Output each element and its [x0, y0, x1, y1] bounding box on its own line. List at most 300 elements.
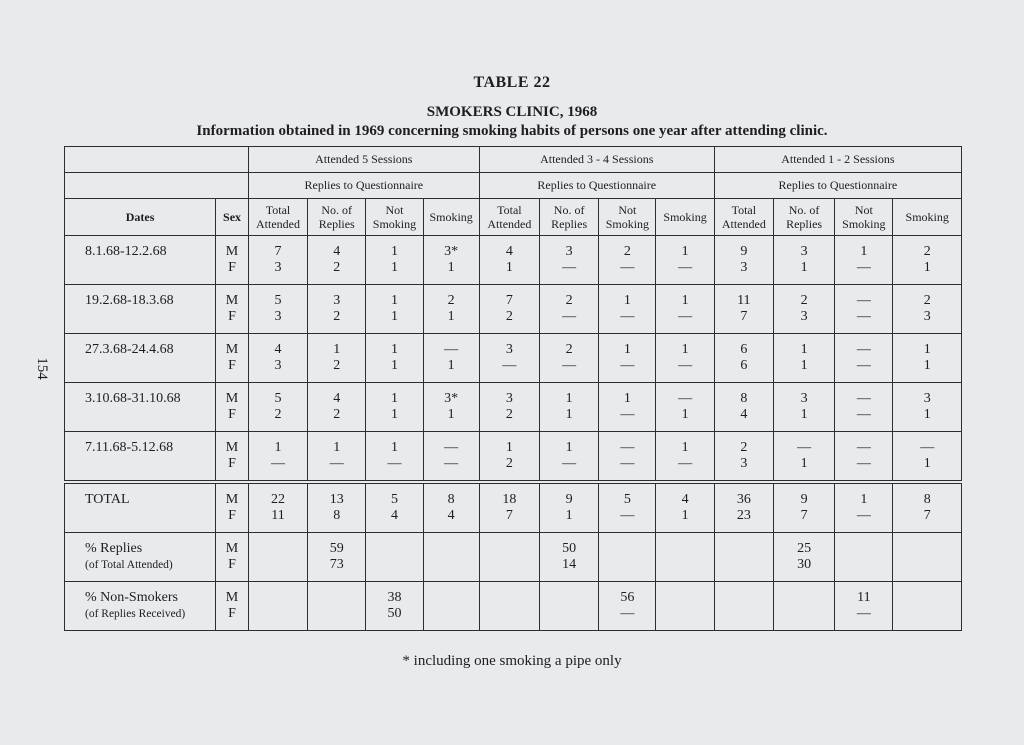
sex-m: M	[225, 293, 239, 308]
table-cell	[599, 432, 656, 483]
table-row	[65, 383, 962, 432]
sex-f: F	[228, 407, 236, 422]
table-cell	[599, 334, 656, 383]
cell-value-f: 1	[923, 407, 931, 422]
replies-subheader: Replies to Questionnaire	[248, 173, 479, 199]
cell-value-f: 1	[447, 407, 455, 422]
cell-value-m: 1	[274, 440, 282, 455]
cell-value-f: 3	[274, 309, 282, 324]
table-cell	[248, 582, 307, 631]
cell-value-m: 2	[923, 244, 931, 259]
pct-value-m: 50	[562, 541, 577, 556]
blank-header-cell	[65, 147, 249, 173]
sex-f: F	[228, 557, 236, 572]
cell-value-f: 1	[505, 260, 513, 275]
cell-value-m: —	[444, 440, 459, 455]
cell-value-m: 2	[565, 342, 573, 357]
cell-value-m: 1	[681, 342, 689, 357]
cell-value-f: —	[502, 358, 517, 373]
sex-cell	[216, 285, 249, 334]
cell-value-f: —	[620, 407, 635, 422]
cell-value-m: 5	[274, 293, 282, 308]
cell-value-f: —	[271, 456, 285, 471]
column-header-smoking: Smoking	[656, 199, 714, 236]
pct-nonsmokers-row	[65, 582, 962, 631]
cell-value-m: —	[856, 391, 871, 406]
cell-value-f: —	[678, 309, 693, 324]
sex-m: M	[225, 244, 239, 259]
table-cell	[308, 285, 366, 334]
page-number: 154	[33, 357, 50, 380]
table-cell	[479, 533, 539, 582]
table-row	[65, 334, 962, 383]
cell-value-m: 1	[623, 342, 631, 357]
table-cell	[366, 236, 423, 285]
cell-value-m: 3	[800, 244, 808, 259]
cell-value-f: 1	[800, 456, 808, 471]
cell-value-f: 1	[390, 309, 398, 324]
cell-value-f: —	[329, 456, 344, 471]
pct-value-f: 14	[562, 557, 577, 572]
cell-value-f: 1	[447, 309, 455, 324]
table-cell	[540, 432, 599, 483]
cell-value-m: 7	[505, 293, 513, 308]
column-header-smoking: Smoking	[893, 199, 962, 236]
cell-value-m: 3	[505, 391, 513, 406]
pct-value-f: 73	[329, 557, 344, 572]
column-header-dates: Dates	[65, 199, 216, 236]
column-header-no-of-replies: No. of Replies	[773, 199, 834, 236]
pct-value-f: 50	[387, 606, 402, 621]
cell-value-f: 1	[447, 260, 455, 275]
cell-value-f: 7	[740, 309, 748, 324]
cell-value-m: 2	[923, 293, 931, 308]
table-cell	[423, 533, 479, 582]
cell-value-m: 1	[623, 293, 631, 308]
row-label-text: 8.1.68-12.2.68	[85, 244, 167, 259]
cell-value-f: —	[856, 260, 871, 275]
table-cell	[714, 533, 773, 582]
cell-value-m: —	[620, 440, 635, 455]
column-header-no-of-replies: No. of Replies	[540, 199, 599, 236]
sex-m: M	[225, 590, 239, 605]
table-cell	[366, 285, 423, 334]
cell-value-f: 1	[390, 358, 398, 373]
table-cell	[714, 582, 773, 631]
cell-value-f: 1	[923, 358, 931, 373]
table-cell	[835, 236, 893, 285]
pct-value-m: 59	[329, 541, 344, 556]
cell-value-m: 3	[333, 293, 341, 308]
cell-value-f: 1	[923, 456, 931, 471]
table-cell	[366, 334, 423, 383]
cell-value-m: 5	[623, 492, 631, 507]
table-cell	[835, 582, 893, 631]
table-cell	[893, 236, 962, 285]
cell-value-f: 2	[333, 358, 341, 373]
cell-value-m: 1	[390, 440, 398, 455]
table-caption: Information obtained in 1969 concerning smoking habits of persons one year after attending clinic.	[196, 123, 828, 139]
row-label	[65, 285, 216, 334]
cell-value-m: 4	[333, 244, 341, 259]
row-label	[65, 334, 216, 383]
group-header-1-2-sessions: Attended 1 - 2 Sessions	[714, 147, 961, 173]
table-cell	[773, 432, 834, 483]
cell-value-f: —	[678, 456, 693, 471]
table-cell	[308, 582, 366, 631]
column-header-smoking: Smoking	[423, 199, 479, 236]
table-cell	[893, 582, 962, 631]
table-cell	[540, 533, 599, 582]
cell-value-f: 2	[333, 309, 341, 324]
column-header-total-attended: Total Attended	[714, 199, 773, 236]
cell-value-m: 1	[565, 440, 573, 455]
table-cell	[479, 334, 539, 383]
table-cell	[248, 285, 307, 334]
table-cell	[893, 285, 962, 334]
pct-value-m: 25	[797, 541, 812, 556]
sex-f: F	[228, 456, 236, 471]
cell-value-f: 4	[447, 508, 455, 523]
cell-value-m: 13	[329, 492, 344, 507]
sex-cell	[216, 582, 249, 631]
table-cell	[366, 533, 423, 582]
pct-value-f: —	[856, 606, 871, 621]
cell-value-f: —	[620, 456, 635, 471]
cell-value-f: 3	[923, 309, 931, 324]
cell-value-f: —	[856, 407, 871, 422]
cell-value-f: —	[562, 456, 577, 471]
cell-value-m: 3	[800, 391, 808, 406]
table-cell	[423, 432, 479, 483]
cell-value-m: 3	[505, 342, 513, 357]
table-cell	[835, 285, 893, 334]
cell-value-m: 5	[274, 391, 282, 406]
cell-value-f: 1	[447, 358, 455, 373]
cell-value-m: 2	[565, 293, 573, 308]
table-cell	[714, 236, 773, 285]
cell-value-m: —	[797, 440, 812, 455]
table-cell	[599, 533, 656, 582]
cell-value-f: 7	[505, 508, 513, 523]
table-cell	[773, 482, 834, 533]
table-cell	[248, 432, 307, 483]
cell-value-m: 2	[447, 293, 455, 308]
cell-value-m: 1	[681, 440, 689, 455]
cell-value-f: —	[387, 456, 402, 471]
group-header-3-4-sessions: Attended 3 - 4 Sessions	[479, 147, 714, 173]
cell-value-m: 36	[736, 492, 751, 507]
cell-value-f: —	[444, 456, 459, 471]
cell-value-f: 1	[923, 260, 931, 275]
row-label-text: 27.3.68-24.4.68	[85, 342, 174, 357]
table-cell	[308, 482, 366, 533]
table-cell	[248, 533, 307, 582]
table-cell	[835, 334, 893, 383]
cell-value-m: 3	[923, 391, 931, 406]
cell-value-f: 23	[736, 508, 751, 523]
cell-value-f: —	[562, 309, 577, 324]
cell-value-f: 1	[681, 407, 689, 422]
cell-value-m: 8	[447, 492, 455, 507]
row-label	[65, 533, 216, 582]
total-row	[65, 482, 962, 533]
sex-m: M	[225, 492, 239, 507]
cell-value-m: 7	[274, 244, 282, 259]
cell-value-f: 7	[923, 508, 931, 523]
row-label-text: TOTAL	[85, 492, 130, 507]
cell-value-m: 4	[274, 342, 282, 357]
cell-value-f: 6	[740, 358, 748, 373]
cell-value-f: 2	[333, 260, 341, 275]
cell-value-f: 3	[274, 358, 282, 373]
table-cell	[656, 482, 714, 533]
row-label	[65, 383, 216, 432]
cell-value-f: —	[856, 508, 871, 523]
sex-f: F	[228, 309, 236, 324]
table-cell	[423, 334, 479, 383]
cell-value-m: 4	[505, 244, 513, 259]
cell-value-m: 2	[740, 440, 748, 455]
table-cell	[599, 482, 656, 533]
column-header-not-smoking: Not Smoking	[599, 199, 656, 236]
cell-value-m: 1	[390, 342, 398, 357]
cell-value-f: 3	[740, 456, 748, 471]
cell-value-f: 3	[800, 309, 808, 324]
table-cell	[540, 285, 599, 334]
table-cell	[773, 334, 834, 383]
cell-value-f: 1	[681, 508, 689, 523]
cell-value-m: 2	[800, 293, 808, 308]
pct-value-f: 30	[797, 557, 812, 572]
cell-value-f: 8	[333, 508, 341, 523]
cell-value-m: —	[856, 440, 871, 455]
row-label	[65, 236, 216, 285]
table-row	[65, 432, 962, 483]
table-cell	[248, 482, 307, 533]
sex-cell	[216, 334, 249, 383]
row-label-text: % Replies	[85, 541, 143, 556]
table-cell	[423, 285, 479, 334]
table-cell	[366, 482, 423, 533]
sex-f: F	[228, 606, 236, 621]
pct-value-m: 11	[857, 590, 871, 605]
cell-value-m: 1	[800, 342, 808, 357]
pct-value-f: —	[620, 606, 635, 621]
table-cell	[656, 533, 714, 582]
cell-value-m: 1	[623, 391, 631, 406]
table-cell	[366, 432, 423, 483]
table-cell	[893, 432, 962, 483]
table-cell	[479, 482, 539, 533]
cell-value-m: 1	[681, 244, 689, 259]
table-cell	[656, 383, 714, 432]
table-cell	[308, 334, 366, 383]
table-title: SMOKERS CLINIC, 1968	[426, 104, 598, 120]
column-header-total-attended: Total Attended	[479, 199, 539, 236]
blank-header-cell	[65, 173, 249, 199]
pct-replies-row	[65, 533, 962, 582]
cell-value-f: —	[856, 456, 871, 471]
cell-value-f: —	[678, 260, 693, 275]
cell-value-f: 3	[274, 260, 282, 275]
table-cell	[540, 582, 599, 631]
sex-cell	[216, 533, 249, 582]
table-cell	[248, 334, 307, 383]
table-cell	[599, 383, 656, 432]
cell-value-f: 1	[800, 407, 808, 422]
sex-m: M	[225, 541, 239, 556]
sex-f: F	[228, 508, 236, 523]
cell-value-f: —	[620, 260, 635, 275]
cell-value-f: —	[620, 358, 635, 373]
cell-value-f: 11	[271, 508, 285, 523]
cell-value-f: 2	[505, 456, 513, 471]
cell-value-f: —	[562, 260, 577, 275]
row-label-text: 3.10.68-31.10.68	[85, 391, 181, 406]
table-cell	[773, 582, 834, 631]
row-sublabel-text: (of Replies Received)	[85, 608, 186, 620]
table-cell	[714, 285, 773, 334]
table-cell	[366, 582, 423, 631]
footnote: * including one smoking a pipe only	[402, 653, 622, 669]
cell-value-m: 3	[565, 244, 573, 259]
column-header-sex: Sex	[216, 199, 249, 236]
cell-value-f: 2	[505, 407, 513, 422]
table-cell	[248, 236, 307, 285]
column-header-not-smoking: Not Smoking	[366, 199, 423, 236]
cell-value-f: —	[856, 309, 871, 324]
row-label	[65, 582, 216, 631]
cell-value-m: 3*	[444, 244, 459, 259]
sex-m: M	[225, 342, 239, 357]
table-cell	[835, 533, 893, 582]
table-cell	[893, 482, 962, 533]
table-cell	[835, 482, 893, 533]
table-cell	[308, 236, 366, 285]
table-cell	[773, 236, 834, 285]
table-cell	[479, 383, 539, 432]
table-cell	[423, 236, 479, 285]
group-header-5-sessions: Attended 5 Sessions	[248, 147, 479, 173]
group-header-row	[65, 147, 962, 173]
cell-value-f: —	[856, 358, 871, 373]
table-cell	[479, 582, 539, 631]
replies-subheader: Replies to Questionnaire	[479, 173, 714, 199]
cell-value-m: 1	[333, 342, 341, 357]
table-cell	[479, 432, 539, 483]
table-cell	[893, 533, 962, 582]
cell-value-m: 8	[923, 492, 931, 507]
replies-subheader: Replies to Questionnaire	[714, 173, 961, 199]
cell-value-m: 1	[333, 440, 341, 455]
table-cell	[540, 482, 599, 533]
cell-value-m: —	[920, 440, 935, 455]
sex-m: M	[225, 440, 239, 455]
table-cell	[835, 383, 893, 432]
table-cell	[656, 236, 714, 285]
cell-value-f: —	[620, 309, 635, 324]
cell-value-f: 1	[390, 260, 398, 275]
cell-value-m: 5	[390, 492, 398, 507]
cell-value-m: 1	[390, 244, 398, 259]
cell-value-m: 1	[681, 293, 689, 308]
table-cell	[656, 334, 714, 383]
cell-value-m: 1	[390, 293, 398, 308]
cell-value-m: 9	[740, 244, 748, 259]
cell-value-f: 2	[505, 309, 513, 324]
table-cell	[835, 432, 893, 483]
table-cell	[479, 285, 539, 334]
sex-cell	[216, 482, 249, 533]
cell-value-f: 1	[390, 407, 398, 422]
table-cell	[540, 236, 599, 285]
cell-value-m: 9	[565, 492, 573, 507]
subheader-row	[65, 173, 962, 199]
sex-cell	[216, 383, 249, 432]
cell-value-f: 1	[565, 407, 573, 422]
cell-value-f: —	[678, 358, 693, 373]
table-cell	[656, 432, 714, 483]
cell-value-m: 18	[502, 492, 517, 507]
table-cell	[599, 582, 656, 631]
sex-cell	[216, 432, 249, 483]
table-row	[65, 236, 962, 285]
column-header-not-smoking: Not Smoking	[835, 199, 893, 236]
table-cell	[599, 236, 656, 285]
column-header-total-attended: Total Attended	[248, 199, 307, 236]
table-cell	[308, 383, 366, 432]
cell-value-m: 4	[333, 391, 341, 406]
table-cell	[248, 383, 307, 432]
table-number: TABLE 22	[473, 74, 551, 91]
table-cell	[714, 383, 773, 432]
cell-value-f: 2	[333, 407, 341, 422]
sex-f: F	[228, 260, 236, 275]
cell-value-m: —	[444, 342, 459, 357]
table-cell	[656, 285, 714, 334]
cell-value-m: 22	[271, 492, 285, 507]
cell-value-m: 4	[681, 492, 689, 507]
cell-value-m: —	[856, 342, 871, 357]
table-body	[65, 236, 962, 631]
column-header-no-of-replies: No. of Replies	[308, 199, 366, 236]
cell-value-f: 1	[800, 260, 808, 275]
cell-value-m: 1	[390, 391, 398, 406]
table-cell	[599, 285, 656, 334]
table-cell	[479, 236, 539, 285]
table-cell	[714, 482, 773, 533]
cell-value-f: 4	[390, 508, 398, 523]
row-label-text: 19.2.68-18.3.68	[85, 293, 174, 308]
smokers-clinic-table	[64, 146, 962, 631]
sex-m: M	[225, 391, 239, 406]
table-cell	[366, 383, 423, 432]
table-cell	[773, 383, 834, 432]
row-label	[65, 432, 216, 483]
table-cell	[893, 383, 962, 432]
table-cell	[423, 482, 479, 533]
cell-value-f: 1	[565, 508, 573, 523]
cell-value-f: 2	[274, 407, 282, 422]
table-cell	[423, 582, 479, 631]
cell-value-m: 2	[623, 244, 631, 259]
cell-value-m: 3*	[444, 391, 459, 406]
table-cell	[656, 582, 714, 631]
pct-value-m: 56	[620, 590, 635, 605]
sex-f: F	[228, 358, 236, 373]
pct-value-m: 38	[387, 590, 402, 605]
